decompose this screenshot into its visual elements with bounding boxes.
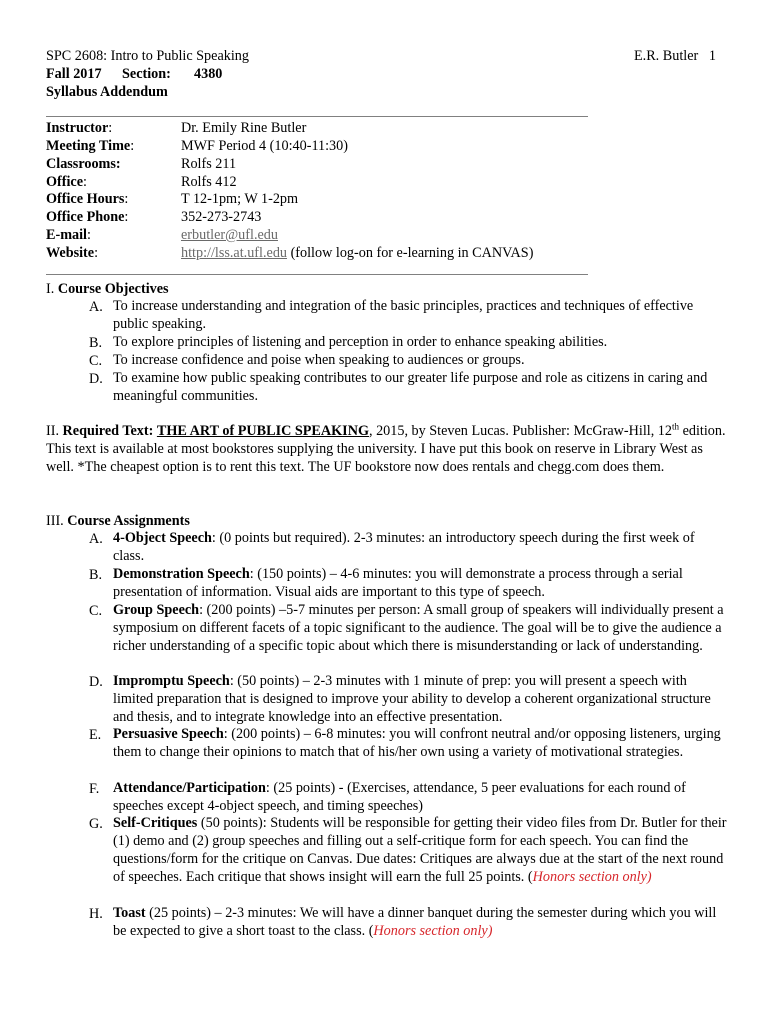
assignment-item: Impromptu Speech: (50 points) – 2-3 minutes with 1 minute of prep: you will present a speech with limited preparation that is designed to improve your ability to develop a coherent organizational structure and thesis, and to integrate knowledge into an effective presentation. bbox=[113, 673, 711, 725]
course-title: SPC 2608: Intro to Public Speaking bbox=[46, 48, 249, 64]
required-text-paragraph: II. Required Text: THE ART of PUBLIC SPEAKING, 2015, by Steven Lucas. Publisher: McGraw-Hill, 12th edition. This text is available at most bookstores supplying the university. I have put this book on reserve in Library West as well. *The cheapest option is to rent this text. The UF bookstore now does rentals and chegg.com does them. bbox=[46, 421, 726, 475]
book-title: THE ART of PUBLIC SPEAKING bbox=[156, 423, 369, 439]
info-value-office-hours: T 12-1pm; W 1-2pm bbox=[181, 191, 299, 207]
info-value-meeting-time: MWF Period 4 (10:40-11:30) bbox=[181, 138, 348, 154]
header-author bbox=[634, 47, 716, 65]
objective-item: To increase understanding and integration of the basic principles, practices and techniques of effective public speaking. bbox=[113, 298, 694, 332]
section-label: Section: bbox=[122, 66, 171, 82]
required-text-number: II. bbox=[46, 423, 59, 439]
info-label-office-hours: Office Hours: bbox=[46, 191, 129, 207]
objective-item: To examine how public speaking contributes to our greater life purpose and role as citizens in caring and meaningful communities. bbox=[113, 370, 708, 404]
section-heading-assignments: III. Course Assignments bbox=[46, 513, 190, 529]
assignment-marker: B. bbox=[89, 567, 103, 583]
divider-bottom bbox=[46, 274, 588, 275]
assignment-item: Persuasive Speech: (200 points) – 6-8 minutes: you will confront neutral and/or opposing listeners, urging them to change their opinions to match that of his/her own using a variety of motivational strategies. bbox=[113, 726, 721, 760]
objective-marker: D. bbox=[89, 371, 103, 387]
assignment-marker: F. bbox=[89, 781, 100, 797]
info-value-website bbox=[181, 244, 533, 262]
info-label-instructor: Instructor: bbox=[46, 120, 113, 136]
website-note: (follow log-on for e-learning in CANVAS) bbox=[287, 245, 534, 261]
assignment-item: 4-Object Speech: (0 points but required). 2-3 minutes: an introductory speech during the first week of class. bbox=[113, 530, 695, 564]
assignment-marker: H. bbox=[89, 906, 103, 922]
email-link[interactable]: erbutler@ufl.edu bbox=[181, 227, 278, 243]
info-value-classrooms: Rolfs 211 bbox=[181, 156, 237, 172]
objective-marker: B. bbox=[89, 335, 103, 351]
assignment-item: Attendance/Participation: (25 points) - (Exercises, attendance, 5 peer evaluations for each round of speeches except 4-object speech, and timing speeches) bbox=[113, 780, 686, 814]
info-value-office: Rolfs 412 bbox=[181, 174, 237, 190]
subtitle: Syllabus Addendum bbox=[46, 84, 168, 100]
info-label-meeting-time: Meeting Time: bbox=[46, 138, 135, 154]
assignment-item: Demonstration Speech: (150 points) – 4-6 minutes: you will demonstrate a process through a serial presentation of information. Visual aids are important to this type of speech. bbox=[113, 566, 683, 600]
objective-item: To increase confidence and poise when speaking to audiences or groups. bbox=[113, 352, 525, 368]
info-value-email bbox=[181, 226, 278, 244]
assignment-marker: D. bbox=[89, 674, 103, 690]
section-number: 4380 bbox=[194, 66, 223, 82]
divider-top bbox=[46, 116, 588, 117]
website-link[interactable]: http://lss.at.ufl.edu bbox=[181, 245, 288, 261]
assignment-marker: A. bbox=[89, 531, 103, 547]
info-label-website: Website: bbox=[46, 245, 99, 261]
assignment-marker: G. bbox=[89, 816, 103, 832]
info-value-instructor: Dr. Emily Rine Butler bbox=[181, 120, 307, 136]
assignment-marker: E. bbox=[89, 727, 102, 743]
objective-marker: A. bbox=[89, 299, 103, 315]
objective-item: To explore principles of listening and perception in order to enhance speaking abilities. bbox=[113, 334, 608, 350]
assignment-marker: C. bbox=[89, 603, 103, 619]
assignment-item: Group Speech: (200 points) –5-7 minutes per person: A small group of speakers will individually present a symposium on different facets of a topic significant to the audience. The goal will be to give the audience a richer understanding of a specific topic about which there is misunderstanding or lack of understanding. bbox=[113, 602, 724, 654]
term-line bbox=[46, 65, 223, 83]
info-value-office-phone: 352-273-2743 bbox=[181, 209, 262, 225]
assignment-item: Toast (25 points) – 2-3 minutes: We will have a dinner banquet during the semester during which you will be expected to give a short toast to the class. (Honors section only) bbox=[113, 905, 717, 939]
info-label-office: Office: bbox=[46, 174, 87, 190]
objective-marker: C. bbox=[89, 353, 103, 369]
assignment-item: Self-Critiques (50 points): Students will be responsible for getting their video files from Dr. Butler for their (1) demo and (2) group speeches and filling out a self-critique form for each speech. You can find the questions/form for the critique on Canvas. Due dates: Critiques are always due at the start of the next round of speeches. Each critique that shows insight will earn the full 25 points. (Honors section only) bbox=[113, 815, 727, 885]
section-heading-objectives: I. Course Objectives bbox=[46, 281, 169, 297]
info-label-email: E-mail: bbox=[46, 227, 91, 243]
honors-note: Honors section only bbox=[532, 868, 647, 885]
info-label-office-phone: Office Phone: bbox=[46, 209, 129, 225]
info-label-classrooms: Classrooms: bbox=[46, 156, 121, 172]
required-text-title: Required Text: bbox=[62, 423, 154, 439]
honors-note: Honors section only bbox=[373, 922, 488, 939]
page-number: 1 bbox=[708, 48, 716, 64]
author-name: E.R. Butler bbox=[634, 48, 699, 64]
term: Fall 2017 bbox=[46, 66, 102, 82]
